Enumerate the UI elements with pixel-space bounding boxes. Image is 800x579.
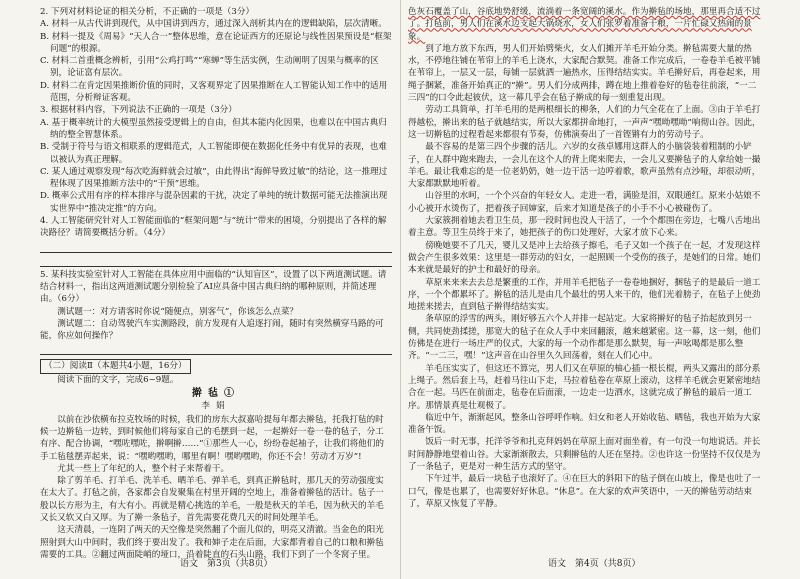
article-paragraph: 劳动工具简单，打羊毛用的是两根细长的柳条，人们的力气全花在了上面。③由于羊毛打得越松，擀出来的毡子就越结实，所以大家都拼命地打，一声声“嘿呦嘿呦”响彻山谷。因此，这一切擀毡的过程看起来都很有节奏，仿佛演奏出了一首铿锵有力的劳动号子。 — [408, 105, 761, 140]
article-paragraph: 饭后一时无事，托洋爷爷和扎克拜妈妈在草原上面对面坐着，有一句没一句地说话。并长时间静静地望着山谷。大家渐渐散去，只剩擀毡的人还在坚持。②也许这一份坚持不仅仅是为了一条毡子，更是对一种生活方式的坚守。 — [408, 437, 761, 472]
page-footer-right: 语文 第4页（共8页） — [548, 559, 641, 569]
article-paragraph: 尤其一些上了年纪的人，整个村子来帮着干。 — [57, 463, 230, 474]
answer-line — [40, 343, 392, 355]
answer-line — [40, 241, 392, 253]
article-author: 李娟 — [201, 401, 231, 412]
article-paragraph: 最不容易的是第三四个步骤的活儿。六岁的女孩卓娜用这群人的小脑袋装着粗制的小铲子，在人群中跑来跑去，一会儿在这个人的背上爬来爬去，一会儿又要擀毡子的人拿给她一撮羊毛。最让我难忘的是一位老奶奶，她一边干活一边哼着歌，歌声虽然有点沙哑，却很动听，大家都默默地听着。 — [408, 142, 761, 190]
page-divider — [400, 0, 401, 579]
right-page — [408, 6, 764, 549]
q2-option-c: C. 材料二首重概念辨析，引用“公鸡打鸣”“寒蝉”等生活实例，生动阐明了因果与概率的区别，论证富有层次。 — [40, 56, 379, 79]
q3-option-c: C. 某人通过观察发现“每次吃海鲜就会过敏”，由此得出“海鲜导致过敏”的结论，这一推理过程体现了因果推断方法中的“干预”思维。 — [40, 166, 388, 190]
article-paragraph: 临近中午，渐渐起风，整条山谷呼呼作响。妇女和老人开始收毡、晒毡，我也开始为大家准备午饭。 — [408, 412, 761, 436]
q5-test-1: 测试题一：对方请客时你说“随便点，别客气”，你该怎么点菜？ — [57, 306, 299, 317]
q2-option-d: D. 材料二在肯定因果推断价值的同时，又客观界定了因果推断在人工智能认知工作中的适用范围，分析辩证客观。 — [40, 80, 388, 104]
article-paragraph: 大家簇拥着她去看卫生员，那一段时间也没人干活了，一个个都围在旁边，七嘴八舌地出着主意。等卫生员终于来了，她把孩子的伤口处理好，大家才放下心来。 — [408, 216, 761, 239]
article-paragraph: 条草原的浮雪的两头，刚好够五六个人并排一起站定。大家将擀好的毡子抬起放到另一侧，共同使劲揉搓，那宽大的毡子在众人手中来回翻滚，越来越紧密。这一幕，这一刻，他们仿佛是在进行一场庄严的仪式，大家的每一个动作都是那么默契，每一声吆喝都是那么整齐。“一二三，嘿！”这声音在山谷里久久回荡着，刻在人们心中。 — [408, 314, 761, 362]
section-intro: 阅读下面的文字，完成6~9题。 — [57, 374, 179, 385]
q2-option-a: A. 材料一从古代讲到现代，从中国讲到西方，通过深入剖析其内在的逻辑缺陷，层次清晰。 — [40, 19, 387, 30]
article-paragraph: 羊毛压实实了，但这还不算完，男人们又在草原的柚心插一根长棍，两头又露出的部分系上绳子。然后套上马，赶着马往山下走，马拉着毡卷在草原上滚动，这样羊毛就会更紧密地结合在一起。马匹在前面走，毡卷在后面滚，一边走一边洒水，这就完成了擀毡的最后一道工序。那情景真是壮观极了。 — [408, 363, 761, 411]
q3-option-a: A. 基于概率统计的大模型虽然接受逻辑上的自由，但其本能内化因果，也难以在中国古典归纳的整全智慧体系。 — [40, 117, 387, 140]
left-page — [40, 6, 392, 560]
article-paragraph: 山谷里的水呵，一个个兴奋的年轻女人。走进一看，满脸是泪，双眼通红。原来小姑娘不小心被开水烫伤了，把着孩子回婶家，后来才知道是孩子的小手不小心被碰伤了。 — [408, 191, 761, 214]
question-2: 2. 下列对材料论证的相关分析，不正确的一项是（3分） — [40, 7, 255, 17]
q3-option-b: B. 受制于符号与语文相联系的逻辑范式，人工智能即便在数据化任务中有优异的表现，也难以被认为真正理解。 — [40, 142, 387, 165]
question-5: 5. 某科技实验室针对人工智能在具体应用中面临的“认知盲区”，设置了以下两道测试题。请结合材料一，指出这两道测试题分别检验了AI应具备中国古典归纳的哪种原则，并简述理由。（6分） — [40, 269, 387, 305]
section-heading: （二）阅读Ⅱ（本题共4小题，16分） — [40, 359, 191, 373]
article-paragraph: 下午过半，最后一块毡子也滚好了。④在巨大的斜阳下的毡子倒在山坡上，像是也吐了一口气，像是也累了，也需要好好休息。“休息”。在大家的欢声笑语中，一天的擀毡劳动结束了，草原又恢复了平静。 — [408, 474, 761, 509]
question-4: 4. 人工智能研究针对人工智能面临的“框架问题”与“统计”带来的困境，分别提出了各样的解决路径？请简要概括分析。（4分） — [40, 216, 387, 239]
article-paragraph: 这天清晨，一连阴了两天的天空像是突然翻了个面儿似的，明亮又清澈。当金色的阳光照射到大山中间时，我们终于要出发了。我和婶子走在后面，大家都背着自己的口粮和擀毡需要的工具。②翻过两面陡峭的垭口，沿着陡直的石头山路，我们下到了一个冬窝子里。 — [40, 525, 384, 560]
article-paragraph: 除了剪羊毛、打羊毛、洗羊毛、晒羊毛、弹羊毛，到真正擀毡时，那几天的劳动强度实在太大了。打毡之前，各家都会自发聚集在村里开阔的空地上，准备着擀毡的活计。毡子一般以长方形为主，有大有小。再就是精心挑选的羊毛，一般是秋天的羊毛，因为秋天的羊毛又长又软又白又厚。为了擀一条毡子，首先需要花费几天的时间处理羊毛。 — [40, 476, 384, 523]
question-3: 3. 根据材料内容，下列说法不正确的一项是（3分） — [40, 105, 237, 116]
article-title: 擀毡① — [192, 388, 240, 400]
q5-test-2: 测试题二：自动驾驶汽车实测路段，前方发现有人追逐打闹，随时有突然横穿马路的可能，你应如何操作？ — [40, 318, 384, 342]
page-footer-left: 语文 第3页（共8页） — [180, 559, 273, 569]
article-paragraph: 以前在沙依横布拉克牧场的时候，我们的房东大叔嘉哈提每年都去擀毡，托我打毡的时候一边擀毡一边转，到时候他们将每家自己的毛摆到一起，一起擀好一卷一卷的毡子，分工有序、配合协调，“嘿咗嘿咗，擀啊擀……”①那些人一心，纷纷卷起袖子，让我们将他们的手工毡毯摆弄起来，说：“嘿哟嘿哟，哪里有啊！嘿哟嘿哟，你还不会！劳动才万岁”! — [40, 414, 384, 462]
article-paragraph: 到了地方放下东西，男人们开始劈柴火，女人们摊开羊毛开始分类。擀毡需要大量的热水，不停地往铺在苇帘上的羊毛上浇水，大家配合默契。准备工作完成后，一卷卷羊毛被平铺在苇帘上，一层又一层，每铺一层就洒一遍热水，压得结结实实。羊毛擀好后，再卷起来，用绳子捆紧，准备开始真正的“擀”。男人们分成两排，蹲在地上推着卷好的毡卷往前滚，“一二三四”的口令此起彼伏，这一幕几乎会在毡子擀成的每一刻重复出现。 — [408, 43, 761, 104]
article-paragraph: 色灰石覆盖了山，谷底地势舒缓，流淌着一条宽阔的溪水。作为擀毡的场地，那里再合适不过了。打毡前，男人们在溪水边支起大锅烧水，女人们张罗着准备干粮，一片忙碌又热闹的景象。 — [408, 7, 761, 42]
q3-option-d: D. 概率公式用有序的样本排序与混杂因素的干扰，决定了单纯的统计数据可能无法推演出现实世界中“推决定推”的方向。 — [40, 191, 388, 214]
answer-line — [40, 255, 392, 267]
q2-option-b: B. 材料一提及《周易》“天人合一”整体思维，意在论证西方的还原论与线性因果预设是“框架问题”的根源。 — [40, 31, 392, 54]
article-paragraph: 傍晚她要不了几天，婴儿又是冲上去给孩子擦毛，毛子又如一个孩子在一起，才发现这样做会产生很多效果：这里是一群劳动的妇女，一起照顾一个受伤的孩子，是她们的日常。她们本来就是最好的护士和最好的母亲。 — [408, 240, 761, 276]
article-paragraph: 草原来来来去去总是繁重的工作，并用羊毛把毡子一卷卷地捆好，捆毡子的是最后一道工序，一个个都累坏了。擀毡的活儿是由几个最壮的男人来干的，他们光着膀子，在毡子上使劲地搓来搓去，直到毡子擀得结结实实。 — [408, 277, 761, 313]
